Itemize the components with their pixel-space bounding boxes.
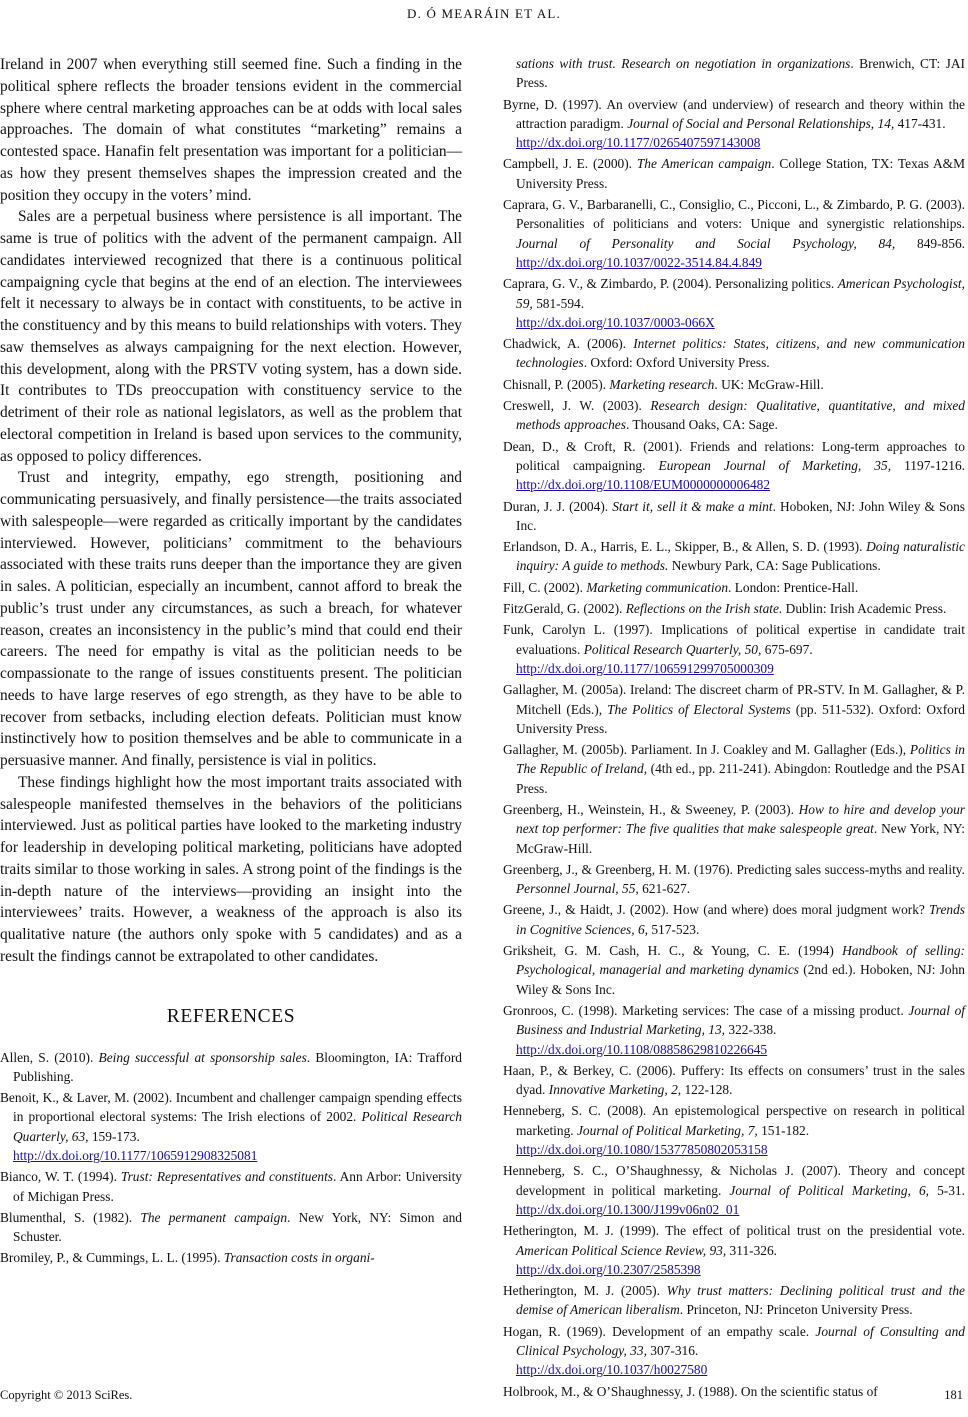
reference-details: (pp. 511-532). Oxford: Oxford University Press. <box>516 701 966 736</box>
reference-entry <box>503 274 965 332</box>
reference-entry <box>503 1161 965 1219</box>
doi-link[interactable]: http://dx.doi.org/10.1108/EUM0000000006482 <box>516 477 771 493</box>
reference-details: 621-627. <box>638 881 691 897</box>
reference-entry <box>503 740 965 798</box>
right-column <box>503 54 965 1403</box>
reference-authors: Chadwick, A. (2006). <box>503 336 634 352</box>
reference-entry <box>503 599 965 618</box>
doi-link[interactable]: http://dx.doi.org/10.1080/15377850802053158 <box>516 1142 768 1158</box>
reference-details: 517-523. <box>648 921 700 937</box>
reference-entry <box>503 497 965 536</box>
reference-details: , (4th ed., pp. 211-241). Abingdon: Routledge and the PSAI Press. <box>516 761 965 796</box>
reference-details: Dublin: Irish Academic Press. <box>782 601 947 617</box>
reference-authors: Hetherington, M. J. (1999). The effect of political trust on the presidential vote. <box>503 1223 965 1239</box>
reference-details: 307-316. <box>646 1343 699 1358</box>
reference-entry <box>503 375 965 394</box>
reference-entry <box>503 620 965 678</box>
reference-authors: Byrne, D. (1997). An overview (and underview) of research and theory within the attraction paradigm. <box>503 96 965 131</box>
reference-entry <box>503 900 965 939</box>
doi-link[interactable]: http://dx.doi.org/10.1177/1065912908325081 <box>13 1147 258 1163</box>
reference-title: Trust: Representatives and constituents <box>120 1169 334 1185</box>
reference-title: American Psychologist, 59, <box>516 276 965 311</box>
reference-authors: Creswell, J. W. (2003). <box>503 398 651 414</box>
reference-authors: Greenberg, H., Weinstein, H., & Sweeney, P. (2003). <box>503 801 799 817</box>
reference-authors: Bromiley, P., & Cummings, L. L. (1995). <box>0 1250 224 1266</box>
reference-entry <box>503 1382 965 1401</box>
reference-entry <box>503 1061 965 1100</box>
doi-link[interactable]: http://dx.doi.org/10.1177/106591299705000309 <box>516 660 774 676</box>
reference-details: (2nd ed.). Hoboken, NJ: John Wiley & Sons Inc. <box>516 962 965 997</box>
reference-title: Reflections on the Irish state. <box>625 601 783 617</box>
reference-authors: Gronroos, C. (1998). Marketing services: The case of a missing product. <box>503 1002 909 1018</box>
reference-authors: Benoit, K., & Laver, M. (2002). Incumbent and challenger campaign spending effects in proportional electoral systems: The Irish elections of 2002. <box>0 1090 462 1125</box>
reference-authors: Blumenthal, S. (1982). <box>0 1209 141 1225</box>
doi-link[interactable]: http://dx.doi.org/10.2307/2585398 <box>516 1261 701 1277</box>
reference-title: The permanent campaign <box>140 1209 288 1225</box>
reference-title: Innovative Marketing, 2, <box>548 1082 682 1098</box>
reference-entry <box>503 537 965 576</box>
doi-link[interactable]: http://dx.doi.org/10.1037/0022-3514.84.4.849 <box>516 254 762 270</box>
reference-entry <box>503 578 965 597</box>
reference-entry <box>503 680 965 738</box>
reference-title: Marketing communication <box>586 579 729 595</box>
reference-entry <box>503 334 965 373</box>
reference-entry <box>503 800 965 858</box>
reference-authors: Allen, S. (2010). <box>0 1049 99 1065</box>
reference-details: . Oxford: Oxford University Press. <box>583 355 770 371</box>
reference-entry <box>503 941 965 999</box>
reference-details: . New York, NY: Simon and Schuster. <box>13 1209 462 1245</box>
references-heading: REFERENCES <box>166 1005 296 1027</box>
reference-entry <box>503 54 965 93</box>
reference-title: Transaction costs in organi- <box>223 1250 375 1266</box>
reference-title: The Politics of Electoral Systems <box>607 701 791 717</box>
doi-link[interactable]: http://dx.doi.org/10.1300/J199v06n02_01 <box>516 1201 740 1217</box>
reference-title: sations with trust. Research on negotiation in organizations <box>516 56 851 71</box>
reference-authors: Hetherington, M. J. (2005). <box>503 1283 667 1299</box>
reference-list <box>503 54 965 1401</box>
footer-copyright: Copyright © 2013 SciRes. <box>0 1388 133 1402</box>
reference-authors: Haan, P., & Berkey, C. (2006). Puffery: Its effects on consumers’ trust in the sales dyad. <box>503 1062 965 1098</box>
reference-details: . Ann Arbor: University of Michigan Press. <box>13 1169 462 1204</box>
reference-details: 151-182. <box>757 1122 810 1138</box>
reference-authors: Fill, C. (2002). <box>503 579 587 595</box>
body-paragraph: These findings highlight how the most important traits associated with salespeople manifested themselves in the behaviors of the politicians interviewed. Just as political parties have looked to the marketing industry for leadership in developing political marketing, politicians have adopted traits similar to those working in sales. A strong point of the findings is the in-depth nature of the interviews—providing an insight into the interviewees’ traits. However, a weakness of the approach is also its qualitative nature (the authors only spoke with 5 candidates) and as a result the findings cannot be extrapolated to other candidates. <box>0 773 462 965</box>
reference-title: Journal of Political Marketing, 7, <box>576 1122 758 1138</box>
reference-details: 849-856. <box>895 235 965 251</box>
reference-authors: Griksheit, G. M. Cash, H. C., & Young, C. E. (1994) <box>503 943 843 959</box>
reference-authors: Holbrook, M., & O’Shaughnessy, J. (1988). On the scientific status of <box>503 1383 878 1399</box>
doi-link[interactable]: http://dx.doi.org/10.1177/0265407597143008 <box>516 135 761 151</box>
reference-authors: Greenberg, J., & Greenberg, H. M. (1976). Predicting sales success-myths and reality. <box>503 861 965 877</box>
reference-authors: Gallagher, M. (2005a). Ireland: The discreet charm of PR-STV. In M. Gallagher, & P. Mitchell (Eds.), <box>503 682 965 717</box>
reference-details: . Princeton, NJ: Princeton University Press. <box>679 1302 913 1318</box>
reference-authors: Chisnall, P. (2005). <box>503 376 610 392</box>
reference-entry <box>503 396 965 435</box>
reference-title: Doing naturalistic inquiry: A guide to methods. <box>516 539 966 574</box>
reference-details: Newbury Park, CA: Sage Publications. <box>668 558 881 574</box>
reference-title: American Political Science Review, 93, <box>516 1242 727 1258</box>
reference-details: 1197-1216. <box>891 457 965 473</box>
reference-authors: Caprara, G. V., & Zimbardo, P. (2004). Personalizing politics. <box>503 276 838 292</box>
reference-authors: Funk, Carolyn L. (1997). Implications of political expertise in candidate trait evaluations. <box>503 622 965 657</box>
reference-details: . New York, NY: McGraw-Hill. <box>516 821 965 856</box>
body-paragraph: Trust and integrity, empathy, ego strength, positioning and communicating persuasively, and finally persistence—the traits associated with salespeople—were regarded as critically important by the candidates interviewed. However, politicians’ commitment to the behaviours associated with these traits runs deeper than the importance they are given in sales. A politician, especially an incumbent, cannot afford to break the public’s trust under any circumstances, as such a breach, for whatever reason, creates an inconsistency in the public’s mind that could end their careers. The need for empathy is vital as the politician needs to be compassionate to the range of issues constituents present. The politician needs to have large reserves of ego strength, as they have to be able to recover from setbacks, including election defeats. Politician must know instinctively how to position themselves and be able to communicate in a persuasive manner. And finally, persistence is vial in politics. <box>0 469 462 769</box>
reference-details: . Brenwich, CT: JAI Press. <box>516 56 965 91</box>
reference-title: Journal of Business and Industrial Marketing, 13, <box>516 1002 966 1038</box>
reference-authors: FitzGerald, G. (2002). <box>503 601 626 617</box>
reference-authors: Henneberg, S. C. (2008). An epistemological perspective on research in political marketing. <box>503 1103 965 1138</box>
reference-title: Handbook of selling: Psychological, managerial and marketing dynamics <box>516 943 966 978</box>
reference-entry <box>503 1221 965 1279</box>
reference-title: European Journal of Marketing, 35, <box>658 457 892 473</box>
reference-authors: Henneberg, S. C., O’Shaughnessy, & Nicholas J. (2007). Theory and concept development in political marketing. <box>503 1163 965 1198</box>
doi-link[interactable]: http://dx.doi.org/10.1037/h0027580 <box>516 1362 708 1378</box>
reference-authors: Bianco, W. T. (1994). <box>0 1169 121 1185</box>
reference-entry <box>0 1088 462 1165</box>
running-header: D. Ó MEARÁIN ET AL. <box>407 6 561 21</box>
body-paragraph: Ireland in 2007 when everything still seemed fine. Such a finding in the political sphere reflects the broader tensions evident in the commercial sphere where central marketing approaches can be at odds with local sales approaches. The domain of what constitutes “marketing” remains a contested space. Hanafin felt presentation was important for a politician—as how they present themselves shapes the impression created and the position they occupy in the voters’ mind. <box>0 56 462 204</box>
reference-authors: Erlandson, D. A., Harris, E. L., Skipper, B., & Allen, S. D. (1993). <box>503 539 867 555</box>
page-number: 181 <box>944 1388 963 1402</box>
reference-entry <box>503 154 965 193</box>
reference-entry <box>0 1048 462 1087</box>
reference-title: Being successful at sponsorship sales <box>98 1049 307 1065</box>
reference-list <box>0 1048 462 1268</box>
reference-title: Journal of Consulting and Clinical Psychology, 33, <box>516 1323 966 1358</box>
reference-entry <box>0 1208 462 1247</box>
reference-entry <box>503 1101 965 1159</box>
reference-title: Personnel Journal, 55, <box>516 881 639 897</box>
reference-details: 675-697. <box>761 641 813 657</box>
reference-details: 5-31. <box>929 1182 965 1198</box>
reference-details: 417-431. <box>894 115 946 131</box>
reference-title: Journal of Political Marketing, 6, <box>729 1182 930 1198</box>
reference-authors: Campbell, J. E. (2000). <box>503 156 637 172</box>
reference-title: Journal of Personality and Social Psychology, 84, <box>516 235 896 251</box>
reference-title: Start it, sell it & make a mint <box>612 498 773 514</box>
reference-title: Marketing research <box>609 376 715 392</box>
reference-authors: Hogan, R. (1969). Development of an empathy scale. <box>503 1323 816 1339</box>
reference-authors: Gallagher, M. (2005b). Parliament. In J. Coakley and M. Gallagher (Eds.), <box>503 742 910 758</box>
reference-details: . UK: McGraw-Hill. <box>714 376 824 392</box>
reference-details: 122-128. <box>681 1082 733 1098</box>
reference-details: 581-594. <box>532 295 585 311</box>
doi-link[interactable]: http://dx.doi.org/10.1037/0003-066X <box>516 314 715 330</box>
reference-entry <box>503 1001 965 1059</box>
reference-authors: Greene, J., & Haidt, J. (2002). How (and where) does moral judgment work? <box>503 902 930 918</box>
reference-entry <box>0 1167 462 1206</box>
reference-entry <box>503 437 965 495</box>
reference-authors: Dean, D., & Croft, R. (2001). Friends and relations: Long-term approaches to political campaigning. <box>503 438 965 473</box>
reference-details: . Hoboken, NJ: John Wiley & Sons Inc. <box>516 498 965 533</box>
reference-title: Political Research Quarterly, 63, <box>13 1109 462 1144</box>
reference-details: 159-173. <box>88 1128 140 1144</box>
reference-details: . London: Prentice-Hall. <box>728 579 859 595</box>
reference-entry <box>503 1281 965 1320</box>
reference-title: Research design: Qualitative, quantitative, and mixed methods approaches <box>516 398 965 433</box>
reference-title: Why trust matters: Declining political trust and the demise of American liberalism <box>516 1283 965 1318</box>
reference-details: 311-326. <box>726 1242 778 1258</box>
reference-title: Journal of Social and Personal Relationships, 14, <box>627 115 895 131</box>
reference-title: Trends in Cognitive Sciences, 6, <box>516 902 965 937</box>
reference-entry <box>503 860 965 899</box>
body-paragraph: Sales are a perpetual business where persistence is all important. The same is true of politics with the advent of the permanent campaign. All candidates interviewed recognized that there is a continuous political campaigning cycle that begins at the end of an election. The interviewees felt it necessary to always be in contact with constituents, to be active in the constituency and by this means to build relationships with voters. They saw themselves as always campaigning for the next election. However, this development, along with the PRSTV voting system, has a down side. It contributes to TDs preoccupation with constituency service to the detriment of their role as national legislators, as well as the problem that electoral competition in Ireland is based upon services to the community, as opposed to policy differences. <box>0 208 462 465</box>
doi-link[interactable]: http://dx.doi.org/10.1108/08858629810226645 <box>516 1041 768 1057</box>
reference-details: . Thousand Oaks, CA: Sage. <box>625 417 778 433</box>
reference-title: How to hire and develop your next top performer: The five qualities that make salespeople great <box>516 801 965 837</box>
reference-entry <box>0 1248 462 1267</box>
reference-details: 322-338. <box>725 1022 777 1038</box>
reference-title: Political Research Quarterly, 50, <box>583 641 762 657</box>
reference-entry <box>503 195 965 272</box>
reference-entry <box>503 1322 965 1380</box>
reference-authors: Caprara, G. V., Barbaranelli, C., Consiglio, C., Picconi, L., & Zimbardo, P. G. (2003). Personalities of politicians and voters: Unique and synergistic relationships. <box>503 197 965 232</box>
reference-authors: Duran, J. J. (2004). <box>503 498 613 514</box>
reference-details: . Bloomington, IA: Trafford Publishing. <box>13 1049 462 1084</box>
reference-details: . College Station, TX: Texas A&M University Press. <box>516 156 965 191</box>
reference-title: Politics in The Republic of Ireland <box>516 742 965 777</box>
left-column <box>0 54 462 1270</box>
reference-entry <box>503 95 965 153</box>
reference-title: Internet politics: States, citizens, and new communication technologies <box>516 336 965 371</box>
reference-title: The American campaign <box>636 156 772 172</box>
